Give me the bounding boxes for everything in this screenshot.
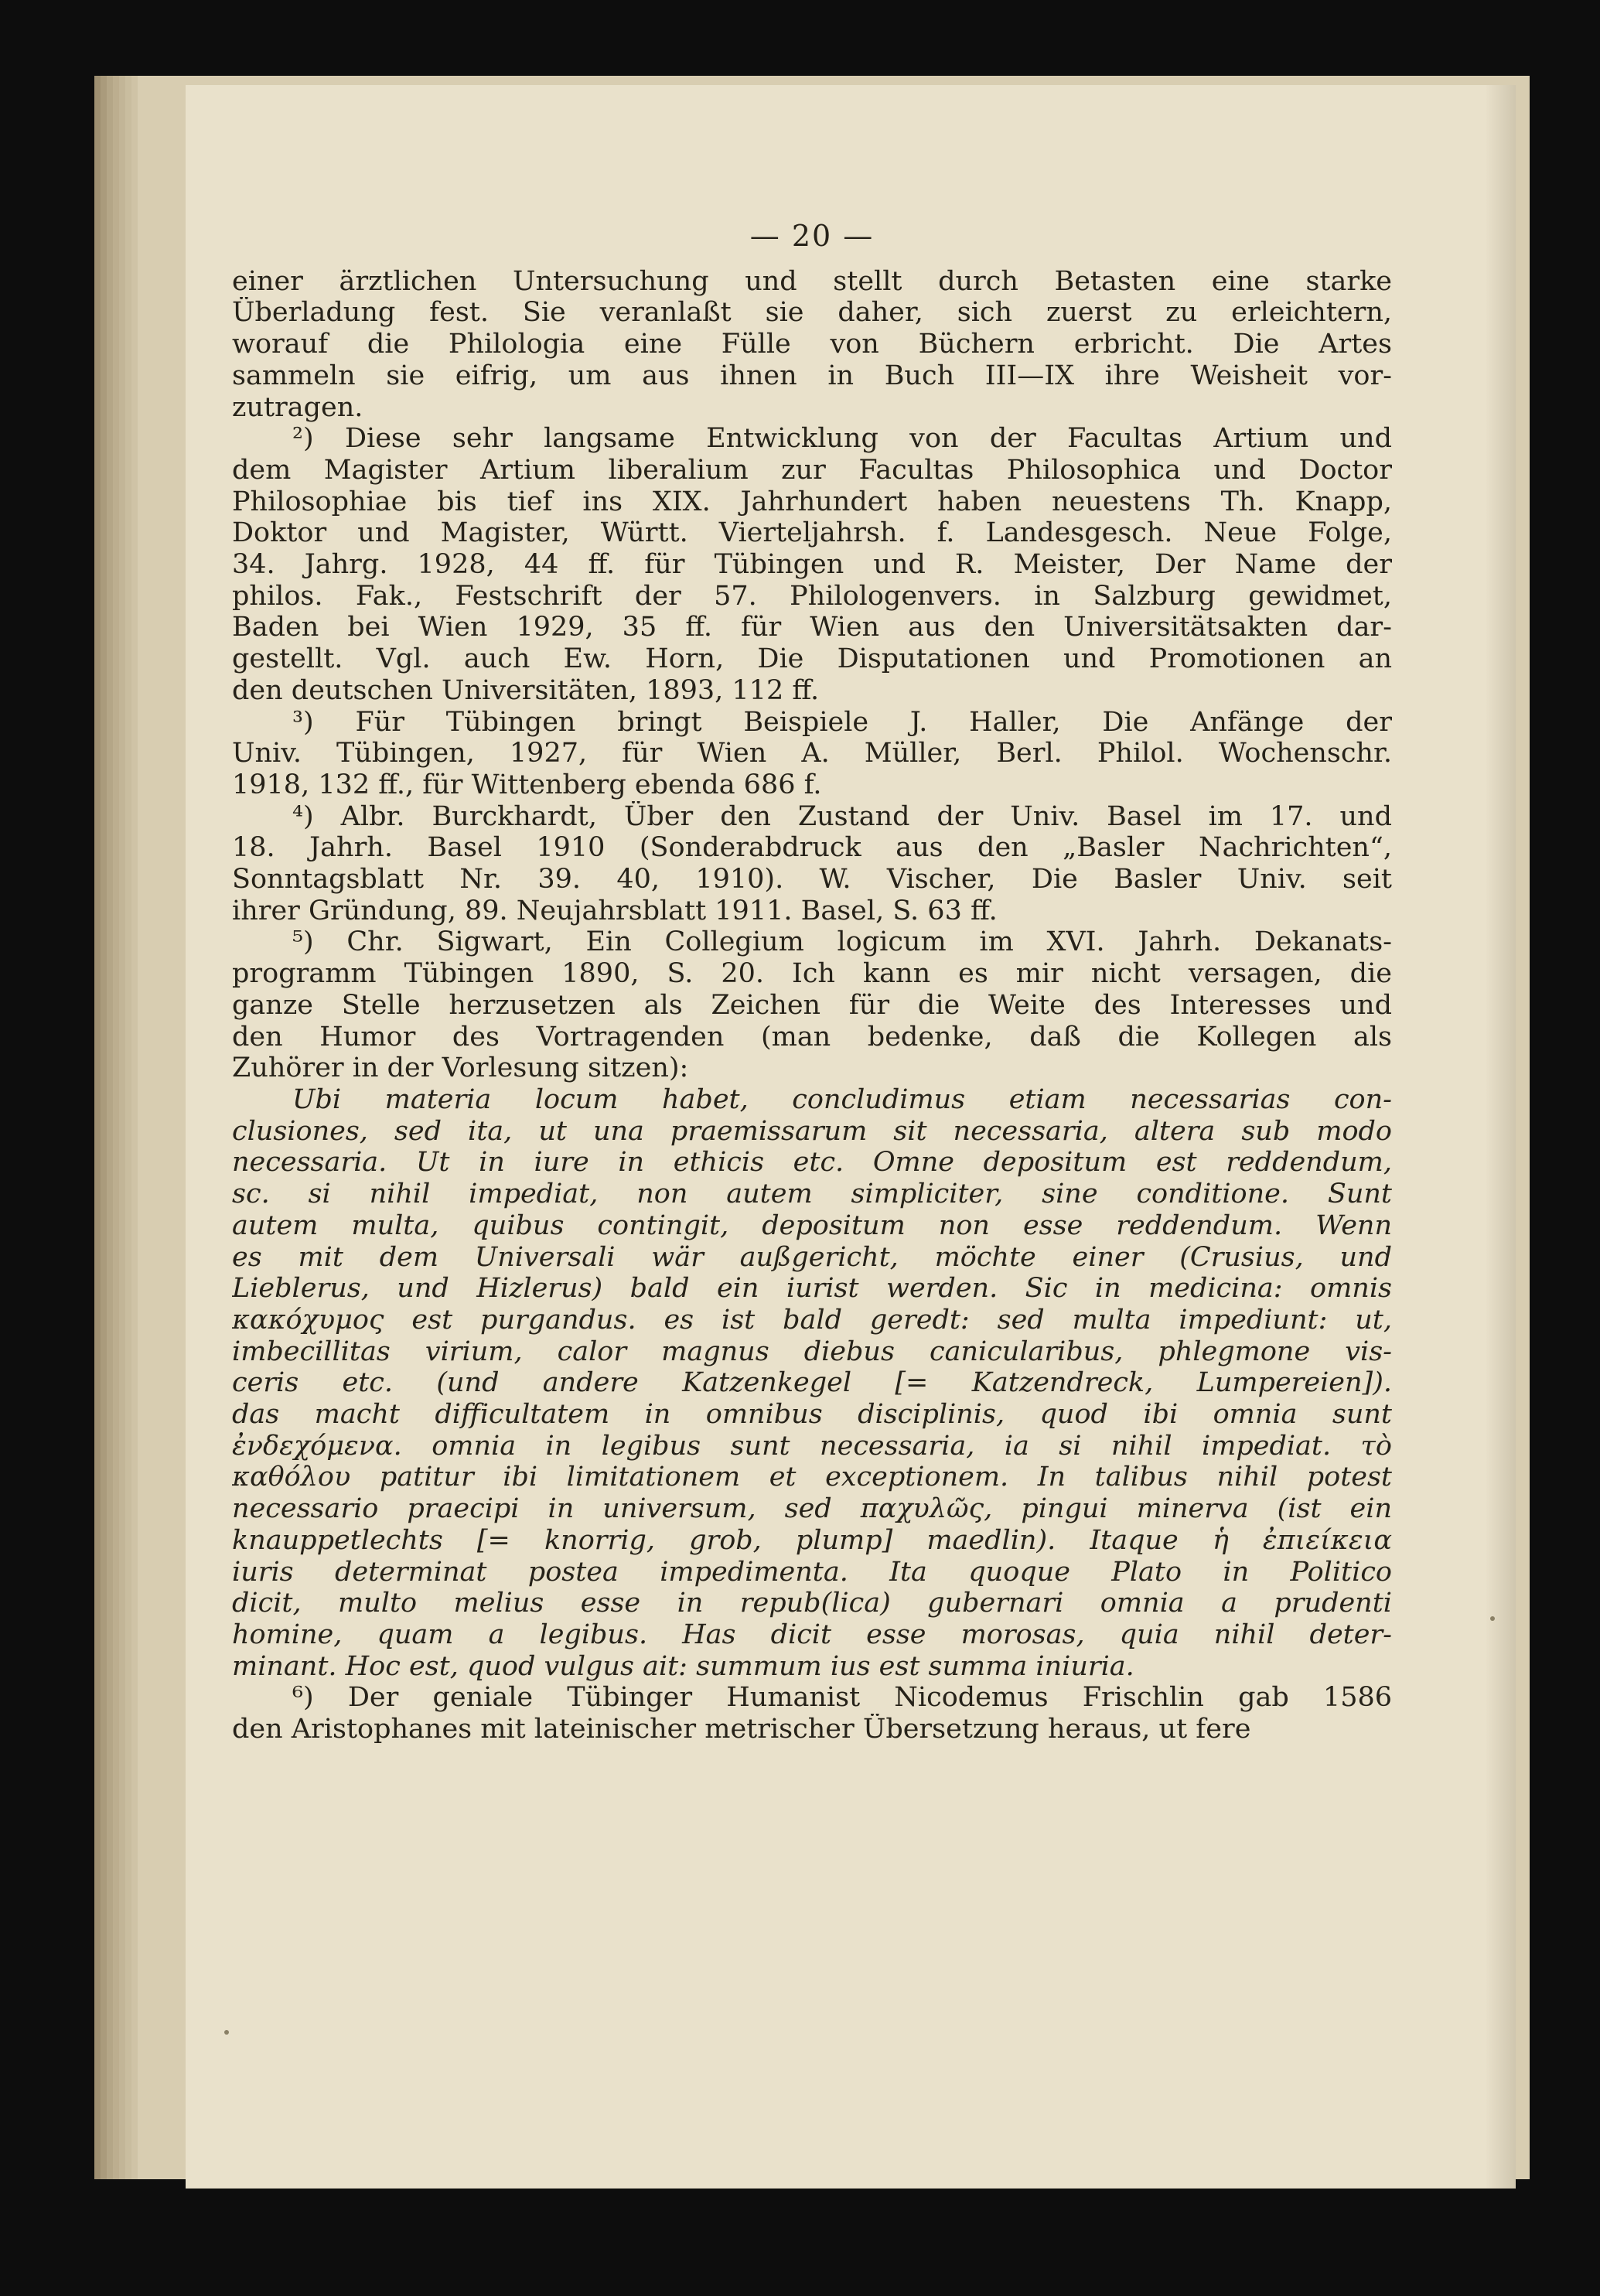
text-line: gestellt. Vgl. auch Ew. Horn, Die Disputationen und Promotionen an — [232, 643, 1392, 675]
text-line: 18. Jahrh. Basel 1910 (Sonderabdruck aus den „Basler Nachrichten“, — [232, 832, 1392, 864]
text-line: necessaria. Ut in iure in ethicis etc. Omne depositum est reddendum, — [232, 1147, 1392, 1179]
text-line: iuris determinat postea impedimenta. Ita quoque Plato in Politico — [232, 1556, 1392, 1588]
text-line: καθόλου patitur ibi limitationem et exceptionem. In talibus nihil potest — [232, 1462, 1392, 1493]
page-number: — 20 — — [749, 219, 875, 253]
text-line: ganze Stelle herzusetzen als Zeichen für die Weite des Interesses und — [232, 989, 1392, 1021]
text-line: sammeln sie eifrig, um aus ihnen in Buch III—IX ihre Weisheit vor- — [232, 360, 1392, 391]
text-line: Philosophiae bis tief ins XIX. Jahrhundert haben neuestens Th. Knapp, — [232, 486, 1392, 517]
text-line: Zuhörer in der Vorlesung sitzen): — [232, 1052, 689, 1084]
text-line: ⁶) Der geniale Tübinger Humanist Nicodemus Frischlin gab 1586 — [292, 1682, 1392, 1714]
text-line: den Humor des Vortragenden (man bedenke, daß die Kollegen als — [232, 1021, 1392, 1052]
text-line: Lieblerus, und Hizlerus) bald ein iurist werden. Sic in medicina: omnis — [232, 1273, 1392, 1305]
text-line: den deutschen Universitäten, 1893, 112 ff. — [232, 674, 820, 706]
text-line: programm Tübingen 1890, S. 20. Ich kann es mir nicht versagen, die — [232, 958, 1392, 990]
text-line: Ubi materia locum habet, concludimus etiam necessarias con- — [292, 1083, 1392, 1115]
text-line: ²) Diese sehr langsame Entwicklung von der Facultas Artium und — [292, 423, 1392, 455]
text-line: clusiones, sed ita, ut una praemissarum sit necessaria, altera sub modo — [232, 1115, 1392, 1147]
text-line: autem multa, quibus contingit, depositum non esse reddendum. Wenn — [232, 1209, 1392, 1241]
text-line: dicit, multo melius esse in repub(lica) gubernari omnia a prudenti — [232, 1588, 1392, 1619]
text-line: einer ärztlichen Untersuchung und stellt durch Betasten eine starke — [232, 265, 1392, 297]
text-line: philos. Fak., Festschrift der 57. Philologenvers. in Salzburg gewidmet, — [232, 580, 1392, 612]
text-line: 34. Jahrg. 1928, 44 ff. für Tübingen und R. Meister, Der Name der — [232, 549, 1392, 581]
specks — [1490, 1616, 1495, 1621]
text-line: das macht difficultatem in omnibus disciplinis, quod ibi omnia sunt — [232, 1399, 1392, 1431]
specks — [224, 2030, 229, 2035]
text-line: worauf die Philologia eine Fülle von Büchern erbricht. Die Artes — [232, 329, 1392, 360]
text-line: sc. si nihil impediat, non autem simpliciter, sine conditione. Sunt — [232, 1179, 1392, 1210]
text-line: Sonntagsblatt Nr. 39. 40, 1910). W. Vischer, Die Basler Univ. seit — [232, 864, 1392, 896]
text-line: es mit dem Universali wär außgericht, möchte einer (Crusius, und — [232, 1241, 1392, 1273]
text-line: minant. Hoc est, quod vulgus ait: summum ius est summa iniuria. — [232, 1650, 1134, 1682]
text-line: Überladung fest. Sie veranlaßt sie daher, sich zuerst zu erleichtern, — [232, 297, 1392, 329]
text-line: ihrer Gründung, 89. Neujahrsblatt 1911. Basel, S. 63 ff. — [232, 895, 998, 926]
text-line: homine, quam a legibus. Has dicit esse morosas, quia nihil deter- — [232, 1619, 1392, 1650]
text-line: ἐνδεχόμενα. omnia in legibus sunt necessaria, ia si nihil impediat. τὸ — [232, 1430, 1392, 1462]
text-line: Baden bei Wien 1929, 35 ff. für Wien aus den Universitätsakten dar- — [232, 612, 1392, 643]
text-line: κακόχυμος est purgandus. es ist bald geredt: sed multa impediunt: ut, — [232, 1304, 1392, 1336]
text-line: ceris etc. (und andere Katzenkegel [= Katzendreck, Lumpereien]). — [232, 1367, 1392, 1399]
text-line: ⁴) Albr. Burckhardt, Über den Zustand der Univ. Basel im 17. und — [292, 800, 1392, 832]
text-line: Doktor und Magister, Württ. Vierteljahrsh. f. Landesgesch. Neue Folge, — [232, 517, 1392, 549]
text-line: imbecillitas virium, calor magnus diebus canicularibus, phlegmone vis- — [232, 1336, 1392, 1367]
text-line: Univ. Tübingen, 1927, für Wien A. Müller, Berl. Philol. Wochenschr. — [232, 738, 1392, 769]
text-line: zutragen. — [232, 391, 363, 423]
text-line: ³) Für Tübingen bringt Beispiele J. Haller, Die Anfänge der — [292, 706, 1392, 738]
text-line: necessario praecipi in universum, sed παχυλῶς, pingui minerva (ist ein — [232, 1493, 1392, 1525]
text-line: den Aristophanes mit lateinischer metrischer Übersetzung heraus, ut fere — [232, 1714, 1251, 1745]
text-line: knauppetlechts [= knorrig, grob, plump] maedlin). Itaque ἡ ἐπιείκεια — [232, 1524, 1392, 1556]
text-line: ⁵) Chr. Sigwart, Ein Collegium logicum im XVI. Jahrh. Dekanats- — [292, 926, 1392, 958]
text-line: 1918, 132 ff., für Wittenberg ebenda 686 f. — [232, 769, 822, 800]
text-line: dem Magister Artium liberalium zur Facultas Philosophica und Doctor — [232, 454, 1392, 486]
page-text-block — [232, 220, 1392, 1745]
